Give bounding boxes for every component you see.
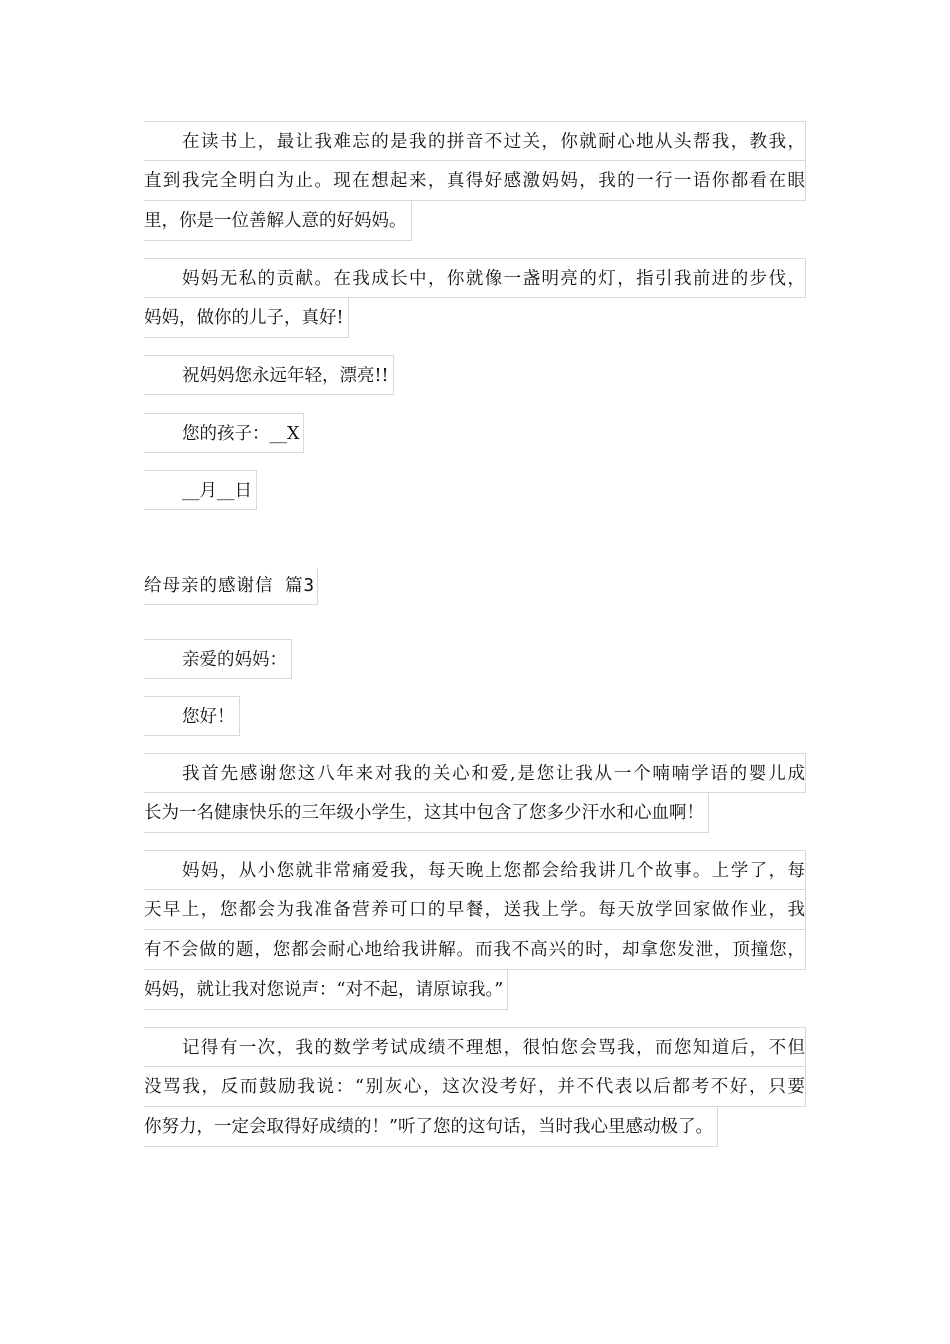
paragraph-line: 我首先感谢您这八年来对我的关心和爱,是您让我从一个喃喃学语的婴儿成 <box>144 753 806 793</box>
salutation <box>144 639 806 679</box>
paragraph-line: 里，你是一位善解人意的好妈妈。 <box>144 201 412 241</box>
paragraph-line: 天早上，您都会为我准备营养可口的早餐，送我上学。每天放学回家做作业，我 <box>144 890 806 930</box>
paragraph-line: 您好！ <box>144 696 240 736</box>
paragraph-line: 妈妈，做你的儿子，真好! <box>144 298 349 338</box>
paragraph-line: 没骂我，反而鼓励我说：“别灰心，这次没考好，并不代表以后都考不好，只要 <box>144 1067 806 1107</box>
paragraph-line: 妈妈无私的贡献。在我成长中，你就像一盏明亮的灯，指引我前进的步伐， <box>144 258 806 298</box>
paragraph-line: 你努力，一定会取得好成绩的！”听了您的这句话，当时我心里感动极了。 <box>144 1107 718 1147</box>
paragraph-line: 在读书上，最让我难忘的是我的拼音不过关，你就耐心地从头帮我，教我， <box>144 121 806 161</box>
paragraph-line: 亲爱的妈妈： <box>144 639 292 679</box>
paragraph-line: 妈妈，就让我对您说声：“对不起，请原谅我。” <box>144 970 508 1010</box>
paragraph-selfless-contribution <box>144 258 806 338</box>
paragraph-math-exam <box>144 1027 806 1147</box>
paragraph-line: 长为一名健康快乐的三年级小学生，这其中包含了您多少汗水和心血啊！ <box>144 793 709 833</box>
section-heading: 给母亲的感谢信 篇3 <box>144 568 318 605</box>
paragraph-wishes <box>144 355 806 395</box>
paragraph-childhood <box>144 850 806 1010</box>
paragraph-line: 妈妈，从小您就非常痛爱我，每天晚上您都会给我讲几个故事。上学了，每 <box>144 850 806 890</box>
paragraph-thanks <box>144 753 806 833</box>
paragraph-line: 有不会做的题，您都会耐心地给我讲解。而我不高兴的时，却拿您发泄，顶撞您， <box>144 930 806 970</box>
paragraph-line: 祝妈妈您永远年轻，漂亮!! <box>144 355 394 395</box>
date-line <box>144 470 806 510</box>
signature-line <box>144 413 806 453</box>
paragraph-line: __月__日 <box>144 470 257 510</box>
paragraph-line: 记得有一次，我的数学考试成绩不理想，很怕您会骂我，而您知道后，不但 <box>144 1027 806 1067</box>
greeting <box>144 696 806 736</box>
paragraph-line: 您的孩子：__X <box>144 413 304 453</box>
paragraph-line: 直到我完全明白为止。现在想起来，真得好感激妈妈，我的一行一语你都看在眼 <box>144 161 806 201</box>
paragraph-reading-help <box>144 121 806 241</box>
